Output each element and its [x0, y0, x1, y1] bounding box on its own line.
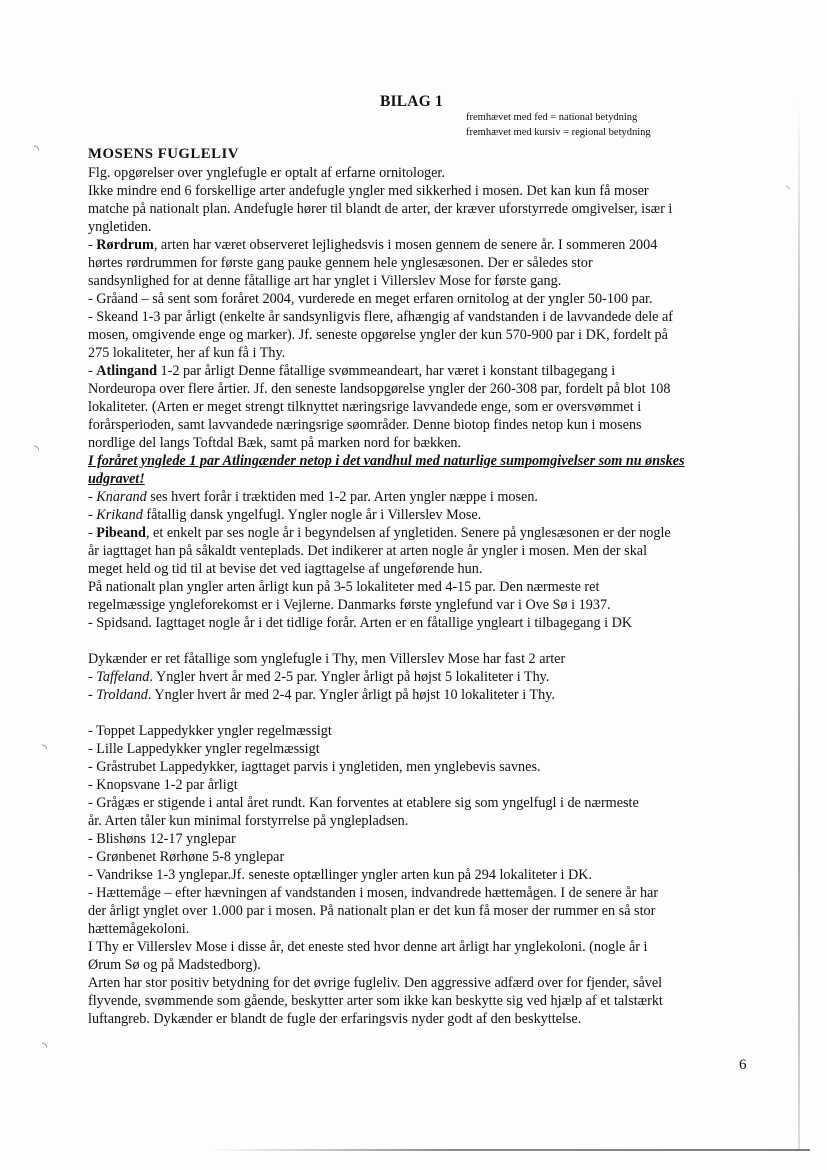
section-heading: MOSENS FUGLELIV: [88, 146, 239, 162]
hole-punch-mark: ◝: [34, 143, 40, 158]
species-name-national: Atlingand: [96, 363, 157, 379]
species-name-regional: Knarand: [96, 489, 147, 505]
species-text: , arten har været observeret lejlighedsvis i mosen gennem de senere år. I sommeren 2004: [153, 237, 658, 253]
species-line: hættemågekoloni.: [88, 921, 190, 937]
legend-italic-note: fremhævet med kursiv = regional betydning: [466, 127, 651, 138]
species-line: - Grønbenet Rørhøne 5-8 ynglepar: [88, 849, 285, 865]
bullet-prefix: -: [88, 489, 97, 505]
page-number: 6: [739, 1057, 747, 1073]
species-text-line: år iagttaget han på såkaldt venteplads. Det indikerer at arten nogle år yngler i mosen. Men der skal: [88, 543, 648, 559]
paragraph-gap: [88, 704, 748, 722]
species-text-line: hørtes rørdrummen for første gang pauke gennem hele ynglesæsonen. Der er således stor: [88, 255, 593, 271]
species-troldand: [88, 686, 748, 704]
species-text-line: Nordeuropa over flere årtier. Jf. den seneste landsopgørelse yngler der 260-308 par, fordelt på blot 108: [88, 381, 671, 397]
species-krikand: [88, 506, 748, 524]
species-line: luftangreb. Dykænder er blandt de fugle der erfaringsvis nyder godt af den beskyttelse.: [88, 1011, 582, 1027]
species-text: ses hvert forår i træktiden med 1-2 par. Arten yngler næppe i mosen.: [146, 489, 538, 505]
species-line: - Hættemåge – efter hævningen af vandstanden i mosen, indvandrede hættemågen. I de senere år har: [88, 885, 659, 901]
species-name-national: Pibeand: [96, 525, 146, 541]
species-text-line: regelmæssige yngleforekomst er i Vejlerne. Danmarks første ynglefund var i Ove Sø i 1937.: [88, 597, 611, 613]
bullet-prefix: -: [88, 363, 97, 379]
species-line: - Knopsvane 1-2 par årligt: [88, 777, 238, 793]
species-text-line: meget held og tid til at bevise det ved iagttagelse af ungeførende hun.: [88, 561, 483, 577]
species-text: , et enkelt par ses nogle år i begyndelsen af yngletiden. Senere på ynglesæsonen er der nogle: [145, 525, 671, 541]
species-text: . Yngler hvert år med 2-4 par. Yngler årligt på højst 10 lokaliteter i Thy.: [147, 687, 555, 703]
document-body: [88, 145, 748, 1028]
species-line: flyvende, svømmende som gående, beskytter arter som ikke kan beskytte sig ved hjælp af et talstærkt: [88, 993, 663, 1009]
species-line: - Grågæs er stigende i antal året rundt. Kan forventes at etablere sig som yngelfugl i de nærmeste: [88, 795, 639, 811]
bullet-prefix: -: [88, 507, 97, 523]
species-text-line: 275 lokaliteter, her af kun få i Thy.: [88, 345, 286, 361]
species-line: I Thy er Villerslev Mose i disse år, det eneste sted hvor denne art årligt har ynglekoloni. (nogle år i: [88, 939, 648, 955]
intro-line: matche på nationalt plan. Andefugle hører til blandt de arter, der kræver uforstyrrede omgivelser, især i: [88, 201, 673, 217]
species-rordrum: [88, 236, 748, 254]
paragraph-gap: [88, 632, 748, 650]
species-text: 1-2 par årligt Denne fåtallige svømmeandeart, har været i konstant tilbagegang i: [157, 363, 616, 379]
bullet-prefix: -: [88, 525, 97, 541]
legend: [466, 110, 651, 140]
species-text-line: mosen, omgivende enge og marker). Jf. seneste opgørelse yngler der kun 570-900 par i DK, fordelt på: [88, 327, 668, 343]
species-text: fåtallig dansk yngelfugl. Yngler nogle år i Villerslev Mose.: [142, 507, 482, 523]
species-skeand: - Skeand 1-3 par årligt (enkelte år sandsynligvis flere, afhængig af vandstanden i de lavvandede dele af: [88, 309, 674, 325]
dykaender-intro: Dykænder er ret fåtallige som ynglefugle i Thy, men Villerslev Mose har fast 2 arter: [88, 651, 566, 667]
highlight-note: udgravet!: [88, 471, 145, 487]
species-text-line: forårsperioden, samt lavvandede næringsrige søområder. Denne biotop findes netop kun i mosens: [88, 417, 642, 433]
species-text-line: På nationalt plan yngler arten årligt kun på 3-5 lokaliteter med 4-15 par. Den nærmeste ret: [88, 579, 600, 595]
species-line: - Blishøns 12-17 ynglepar: [88, 831, 236, 847]
bullet-prefix: -: [88, 687, 97, 703]
scan-edge-bottom: [210, 1149, 810, 1151]
species-line: der årligt ynglet over 1.000 par i mosen. På nationalt plan er det kun få moser der rummer en så stor: [88, 903, 656, 919]
legend-bold-note: fremhævet med fed = national betydning: [466, 112, 638, 123]
species-line: - Vandrikse 1-3 ynglepar.Jf. seneste optællinger yngler arten kun på 294 lokaliteter i DK.: [88, 867, 593, 883]
species-line: - Toppet Lappedykker yngler regelmæssigt: [88, 723, 332, 739]
species-text-line: nordlige del langs Toftdal Bæk, samt på marken nord for bækken.: [88, 435, 462, 451]
species-line: - Gråstrubet Lappedykker, iagttaget parvis i yngletiden, men ynglebevis savnes.: [88, 759, 541, 775]
species-line: Ørum Sø og på Madstedborg).: [88, 957, 261, 973]
species-text-line: lokaliteter. (Arten er meget strengt tilknyttet næringsrige lavvandede enge, som er oversvømmet i: [88, 399, 642, 415]
species-line: Arten har stor positiv betydning for det øvrige fugleliv. Den aggressive adfærd over for fjender, såvel: [88, 975, 663, 991]
species-line: år. Arten tåler kun minimal forstyrrelse på ynglepladsen.: [88, 813, 409, 829]
intro-line: Flg. opgørelser over ynglefugle er optalt af erfarne ornitologer.: [88, 165, 445, 181]
hole-punch-mark: ◝: [42, 742, 48, 757]
hole-punch-mark: ◝: [42, 1040, 48, 1055]
species-line: - Lille Lappedykker yngler regelmæssigt: [88, 741, 320, 757]
species-knarand: [88, 488, 748, 506]
species-taffeland: [88, 668, 748, 686]
species-name-regional: Krikand: [96, 507, 143, 523]
species-name-regional: Taffeland: [96, 669, 150, 685]
bullet-prefix: -: [88, 237, 97, 253]
species-atlingand: [88, 362, 748, 380]
intro-line: Ikke mindre end 6 forskellige arter andefugle yngler med sikkerhed i mosen. Det kan kun få moser: [88, 183, 649, 199]
species-spidsand: - Spidsand. Iagttaget nogle år i det tidlige forår. Arten er en fåtallige yngleart i tilbagegang i DK: [88, 615, 633, 631]
species-text-line: sandsynlighed for at denne fåtallige art har ynglet i Villerslev Mose for første gang.: [88, 273, 562, 289]
highlight-note: I foråret ynglede 1 par Atlingænder netop i det vandhul med naturlige sumpomgivelser som nu ønskes: [88, 453, 685, 469]
species-pibeand: [88, 524, 748, 542]
species-graand: - Gråand – så sent som foråret 2004, vurderede en meget erfaren ornitolog at der yngler 50-100 par.: [88, 291, 653, 307]
hole-punch-mark: ◝: [34, 443, 40, 458]
species-name-regional: Troldand: [96, 687, 148, 703]
species-text: . Yngler hvert år med 2-5 par. Yngler årligt på højst 5 lokaliteter i Thy.: [149, 669, 550, 685]
scan-edge-right: [798, 100, 800, 1150]
intro-line: yngletiden.: [88, 219, 152, 235]
bullet-prefix: -: [88, 669, 97, 685]
species-name-national: Rørdrum: [96, 237, 154, 253]
appendix-title: BILAG 1: [380, 93, 443, 110]
scan-speck: ◝: [786, 185, 790, 195]
